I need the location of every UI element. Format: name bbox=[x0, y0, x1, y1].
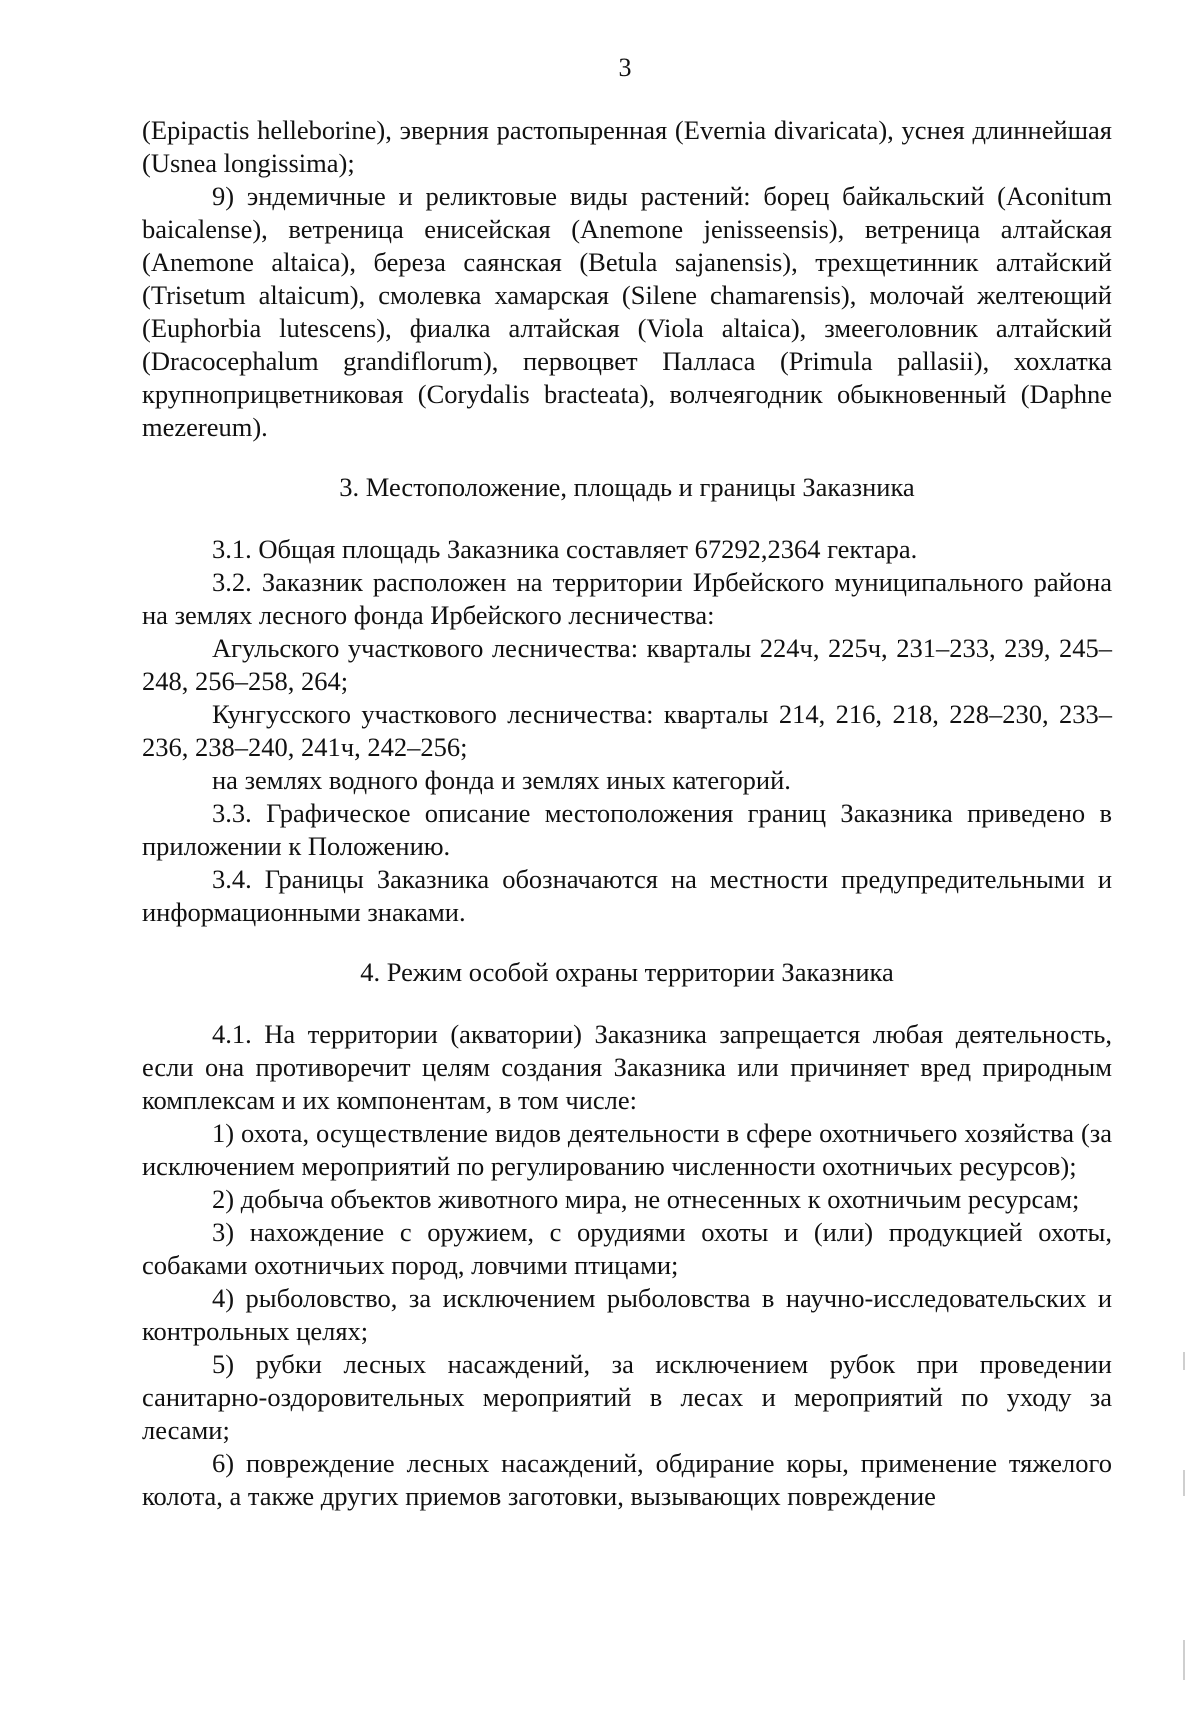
list-item-3: 3) нахождение с оружием, с орудиями охоты и (или) продукцией охоты, собаками охотничьих пород, ловчими птицами; bbox=[142, 1217, 1112, 1280]
paragraph-3-2-kungus: Кунгусского участкового лесничества: кварталы 214, 216, 218, 228–230, 233–236, 238–240, 241ч, 242–256; bbox=[142, 699, 1112, 762]
paragraph-4-1: 4.1. На территории (акватории) Заказника запрещается любая деятельность, если она противоречит целям создания Заказника или причиняет вред природным комплексам и их компонентам, в том числе: bbox=[142, 1019, 1112, 1115]
list-item-4: 4) рыболовство, за исключением рыболовства в научно-исследовательских и контрольных целях; bbox=[142, 1283, 1112, 1346]
paragraph-3-1: 3.1. Общая площадь Заказника составляет 67292,2364 гектара. bbox=[212, 534, 918, 564]
paragraph-3-2: 3.2. Заказник расположен на территории Ирбейского муниципального района на землях лесного фонда Ирбейского лесничества: bbox=[142, 567, 1112, 630]
paragraph-3-3: 3.3. Графическое описание местоположения границ Заказника приведено в приложении к Положению. bbox=[142, 798, 1112, 861]
page-number: 3 bbox=[618, 53, 632, 82]
paragraph-item-9-endemic-species: 9) эндемичные и реликтовые виды растений: борец байкальский (Aconitum baicalense), ветреница енисейская (Anemone jenisseensis), ветреница алтайская (Anemone altaica), береза саянская (Betula sajanensis), трехщетинник алтайский (Trisetum altaicum), смолевка хамарская (Silene chamarensis), молочай желтеющий (Euphorbia lutescens), фиалка алтайская (Viola altaica), змееголовник алтайский (Dracocephalum grandiflorum), первоцвет Палласа (Primula pallasii), хохлатка крупноприцветниковая (Corydalis bracteata), волчеягодник обыкновенный (Daphne mezereum). bbox=[142, 181, 1112, 442]
scan-artifact-mark bbox=[1183, 1640, 1185, 1680]
document-body bbox=[142, 114, 1112, 1513]
list-item-5: 5) рубки лесных насаждений, за исключением рубок при проведении санитарно-оздоровительных мероприятий в лесах и мероприятий по уходу за лесами; bbox=[142, 1349, 1112, 1445]
list-item-6: 6) повреждение лесных насаждений, обдирание коры, применение тяжелого колота, а также других приемов заготовки, вызывающих повреждение bbox=[142, 1448, 1112, 1511]
section-heading-3: 3. Местоположение, площадь и границы Заказника bbox=[339, 472, 915, 502]
list-item-2: 2) добыча объектов животного мира, не отнесенных к охотничьим ресурсам; bbox=[212, 1184, 1080, 1214]
paragraph-3-4: 3.4. Границы Заказника обозначаются на местности предупредительными и информационными знаками. bbox=[142, 864, 1112, 927]
paragraph-3-2-agul: Агульского участкового лесничества: кварталы 224ч, 225ч, 231–233, 239, 245–248, 256–258, 264; bbox=[142, 633, 1112, 696]
scan-artifact-mark bbox=[1183, 1352, 1185, 1370]
paragraph-species-continuation: (Epipactis helleborine), эверния растопыренная (Evernia divaricata), уснея длиннейшая (Usnea longissima); bbox=[142, 115, 1112, 178]
paragraph-3-2-other-lands: на землях водного фонда и землях иных категорий. bbox=[212, 765, 791, 795]
section-heading-4: 4. Режим особой охраны территории Заказника bbox=[360, 957, 894, 987]
scan-artifact-mark bbox=[1183, 1470, 1185, 1496]
list-item-1: 1) охота, осуществление видов деятельности в сфере охотничьего хозяйства (за исключением мероприятий по регулированию численности охотничьих ресурсов); bbox=[142, 1118, 1112, 1181]
